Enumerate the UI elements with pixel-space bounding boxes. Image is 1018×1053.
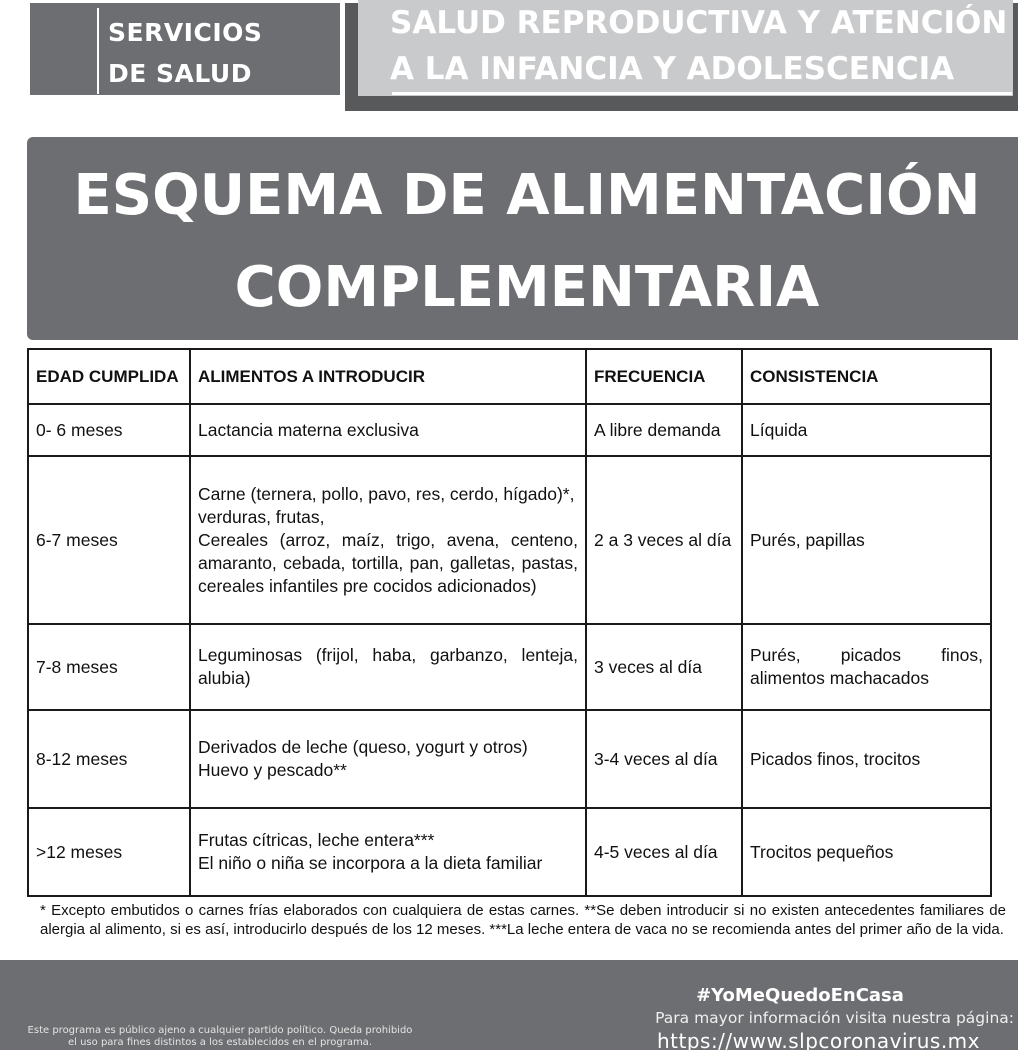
- website-link[interactable]: https://www.slpcoronavirus.mx: [656, 1029, 980, 1053]
- foods-cell: [190, 710, 586, 808]
- food-line: Leguminosas (frijol, haba, garbanzo, lenteja, alubia): [198, 645, 578, 688]
- legal-disclaimer: [0, 1025, 440, 1049]
- table-row: [28, 808, 991, 896]
- food-line: Derivados de leche (queso, yogurt y otros): [198, 737, 528, 757]
- food-line: Cereales (arroz, maíz, trigo, avena, centeno, amaranto, cebada, tortilla, pan, galletas, pastas, cereales infantiles pre cocidos adicionados): [198, 529, 578, 596]
- header-foods: ALIMENTOS A INTRODUCIR: [190, 349, 586, 404]
- footnote: * Excepto embutidos o carnes frías elaborados con cualquiera de estas carnes. **Se deben introducir si no existen antecedentes familiares de alergia al alimento, si es así, introducirlo después de los 12 meses. ***La leche entera de vaca no se recomienda antes del primer año de la vida.: [40, 902, 1006, 938]
- header-consistency: CONSISTENCIA: [742, 349, 991, 404]
- program-underline: [392, 92, 1012, 95]
- frequency-cell: 4-5 veces al día: [586, 808, 742, 896]
- legal-line-2: el uso para fines distintos a los establecidos en el programa.: [67, 1037, 372, 1048]
- food-line: Huevo y pescado**: [198, 760, 347, 780]
- feeding-schedule-table: [27, 348, 992, 897]
- page-title: [27, 150, 1018, 334]
- food-line: verduras, frutas,: [198, 506, 325, 527]
- consistency-cell: Líquida: [742, 404, 991, 456]
- frequency-cell: A libre demanda: [586, 404, 742, 456]
- foods-cell: [190, 404, 586, 456]
- program-title: [390, 0, 1007, 92]
- foods-cell: [190, 456, 586, 624]
- age-cell: 6-7 meses: [28, 456, 190, 624]
- food-line: Lactancia materna exclusiva: [198, 419, 419, 440]
- age-cell: 8-12 meses: [28, 710, 190, 808]
- page-title-line-1: ESQUEMA DE ALIMENTACIÓN: [73, 163, 981, 228]
- frequency-cell: 3 veces al día: [586, 624, 742, 710]
- age-cell: 0- 6 meses: [28, 404, 190, 456]
- logo-line-1: SERVICIOS: [108, 18, 263, 47]
- table-row: [28, 404, 991, 456]
- logo-divider: [97, 8, 99, 94]
- frequency-cell: 2 a 3 veces al día: [586, 456, 742, 624]
- consistency-cell: Purés, papillas: [742, 456, 991, 624]
- more-info-text: Para mayor información visita nuestra página:: [655, 1009, 1014, 1027]
- hashtag: #YoMeQuedoEnCasa: [696, 985, 904, 1006]
- age-cell: 7-8 meses: [28, 624, 190, 710]
- servicios-de-salud-logo: [108, 12, 262, 94]
- consistency-cell: Picados finos, trocitos: [742, 710, 991, 808]
- foods-cell: [190, 808, 586, 896]
- table-row: [28, 624, 991, 710]
- header-frequency: FRECUENCIA: [586, 349, 742, 404]
- table-header-row: [28, 349, 991, 404]
- page-title-line-2: COMPLEMENTARIA: [234, 255, 820, 320]
- program-title-line-2: A LA INFANCIA Y ADOLESCENCIA: [390, 51, 955, 87]
- table-row: [28, 456, 991, 624]
- food-line: El niño o niña se incorpora a la dieta familiar: [198, 853, 543, 873]
- consistency-cell: Purés, picados finos, alimentos machacados: [742, 624, 991, 710]
- food-line: Carne (ternera, pollo, pavo, res, cerdo, hígado)*,: [198, 483, 575, 504]
- program-title-line-1: SALUD REPRODUCTIVA Y ATENCIÓN: [390, 5, 1008, 41]
- header-age: EDAD CUMPLIDA: [28, 349, 190, 404]
- legal-line-1: Este programa es público ajeno a cualquier partido político. Queda prohibido: [27, 1025, 413, 1036]
- food-line: Frutas cítricas, leche entera***: [198, 830, 435, 850]
- consistency-cell: Trocitos pequeños: [742, 808, 991, 896]
- age-cell: >12 meses: [28, 808, 190, 896]
- foods-cell: [190, 624, 586, 710]
- logo-line-2: DE SALUD: [108, 59, 252, 88]
- frequency-cell: 3-4 veces al día: [586, 710, 742, 808]
- table-row: [28, 710, 991, 808]
